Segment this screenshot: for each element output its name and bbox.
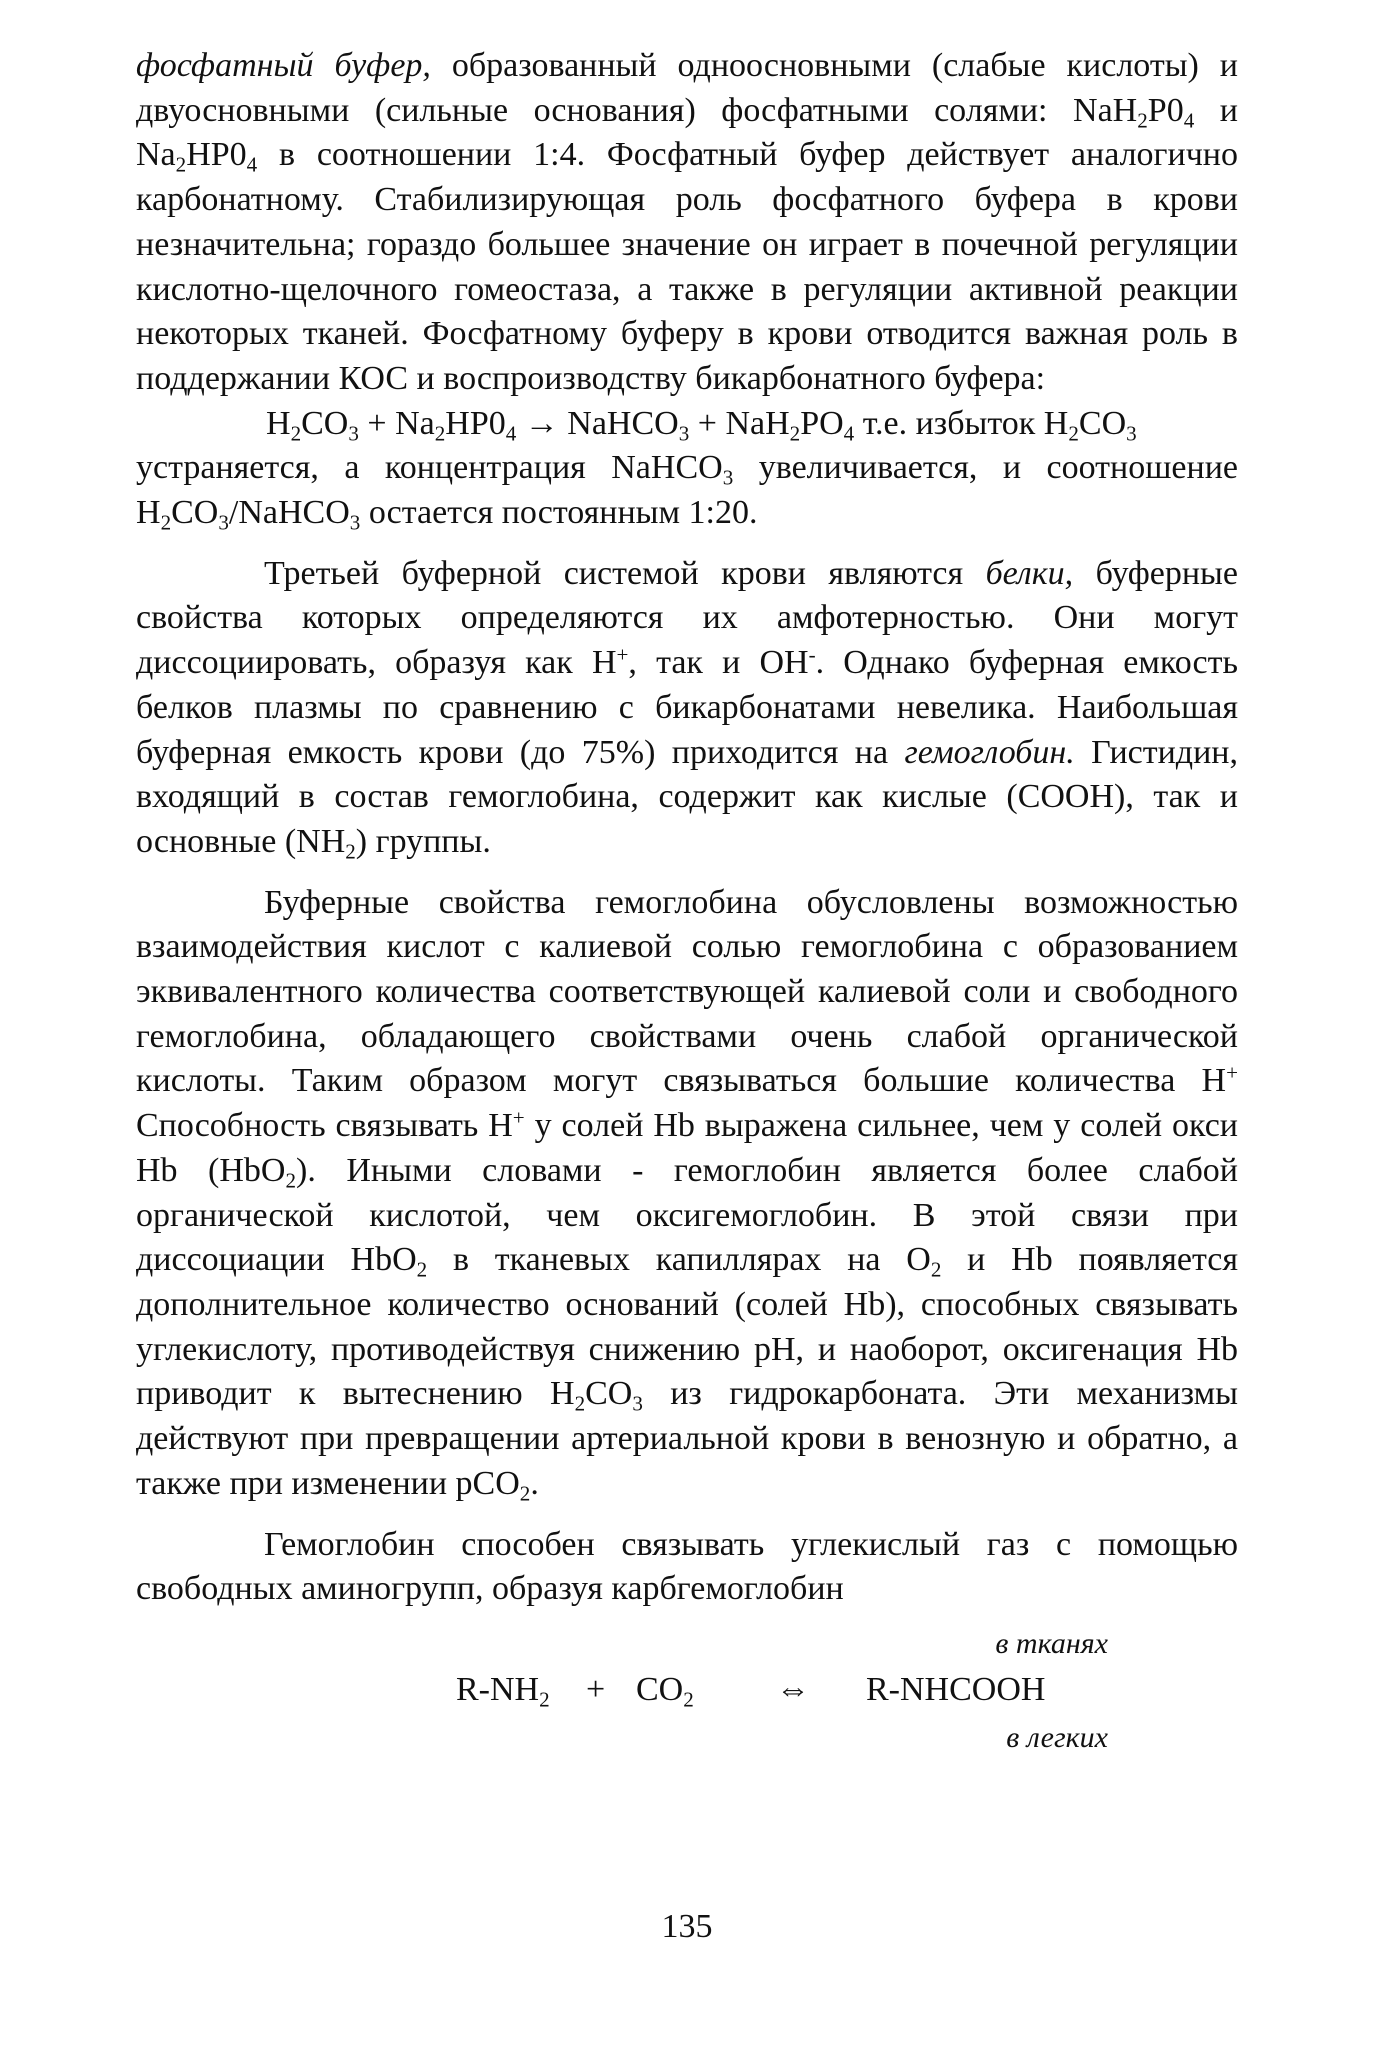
reversible-arrow-icon: ⇔ (776, 1670, 810, 1708)
reaction-arrow: → (516, 404, 568, 442)
term-hemoglobin: гемоглобин. (904, 733, 1075, 771)
paragraph-hemoglobin-buffer: Буферные свойства гемоглобина обусловлены возможностью взаимодействия кислот с калиевой солью гемоглобина с образованием эквивалентного количества соответствующей калиевой соли и свободного гемоглобина, обладающего свойствами очень слабой органической кислоты. Таким образом могут связываться большие количества Н+ Способность связывать Н+ у солей Hb выражена сильнее, чем у солей окси Hb (HbO$_2$). Иными словами - гемоглобин является более слабой органической кислотой, чем оксигемоглобин. В этой связи при диссоциации HbO$_2$ в тканевых капиллярах на $O_2$ и Hb появляется дополнительное количество оснований (солей Hb), способных связывать углекислоту, противодействуя снижению pH, и наоборот, оксигенация Hb приводит к вытеснению $H_2CO_3$ из гидрокарбоната. Эти механизмы действуют при превращении артериальной крови в венозную и обратно, а также при изменении pCO$_2$. (136, 883, 1238, 1506)
equation-carbhemoglobin (136, 1664, 1238, 1718)
equation-co2: $CO_2$ (636, 1670, 694, 1712)
paragraph-ratio: устраняется, а концентрация NaHCO$_3$ увеличивается, и соотношение $H_2CO_3/NaHCO_3$ остается постоянным 1:20. (136, 449, 1238, 535)
paragraph-carbhemoglobin: Гемоглобин способен связывать углекислый газ с помощью свободных аминогрупп, образуя карбгемоглобин (136, 1525, 1238, 1608)
equation-left-amine: $R-NH_2$ (456, 1670, 550, 1712)
term-proteins: белки, (985, 554, 1074, 592)
label-in-lungs: в легких (1006, 1720, 1108, 1754)
label-in-tissues: в тканях (995, 1626, 1108, 1660)
page-number: 135 (661, 1908, 713, 1945)
equation-bicarbonate-reproduction: $H_2CO_3 + Na_2HP0_4$ → NaHCO$_3$ + $NaH_2PO_4$ т.е. избыток $H_2CO_3$ (266, 404, 1137, 445)
paragraph-proteins: Третьей буферной системой крови являются белки, буферные свойства которых определяются их амфотерностью. Они могут диссоциировать, образуя как Н+, так и ОН-. Однако буферная емкость белков плазмы по сравнению с бикарбонатами невелика. Наибольшая буферная емкость крови (до 75%) приходится на гемоглобин. Гистидин, входящий в состав гемоглобина, содержит как кислые (СООН), так и основные $(NH_2)$ группы. (136, 554, 1239, 864)
equation-plus: + (586, 1670, 606, 1708)
equation-product: R-NHCOOH (866, 1670, 1046, 1708)
term-phosphate-buffer: фосфатный буфер, (136, 47, 431, 84)
paragraph-phosphate-buffer: фосфатный буфер, образованный одноосновными (слабые кислоты) и двуосновными (сильные основания) фосфатными солями: $NaH_2P0_4$ и $Na_2HP0_4$ в соотношении 1:4. Фосфатный буфер действует аналогично карбонатному. Стабилизирующая роль фосфатного буфера в крови незначительна; гораздо большее значение он играет в почечной регуляции кислотно-щелочного гомеостаза, а также в регуляции активной реакции некоторых тканей. Фосфатному буферу в крови отводится важная роль в поддержании КОС и воспроизводству бикарбонатного буфера: (136, 47, 1238, 397)
page-text (136, 44, 1238, 1758)
